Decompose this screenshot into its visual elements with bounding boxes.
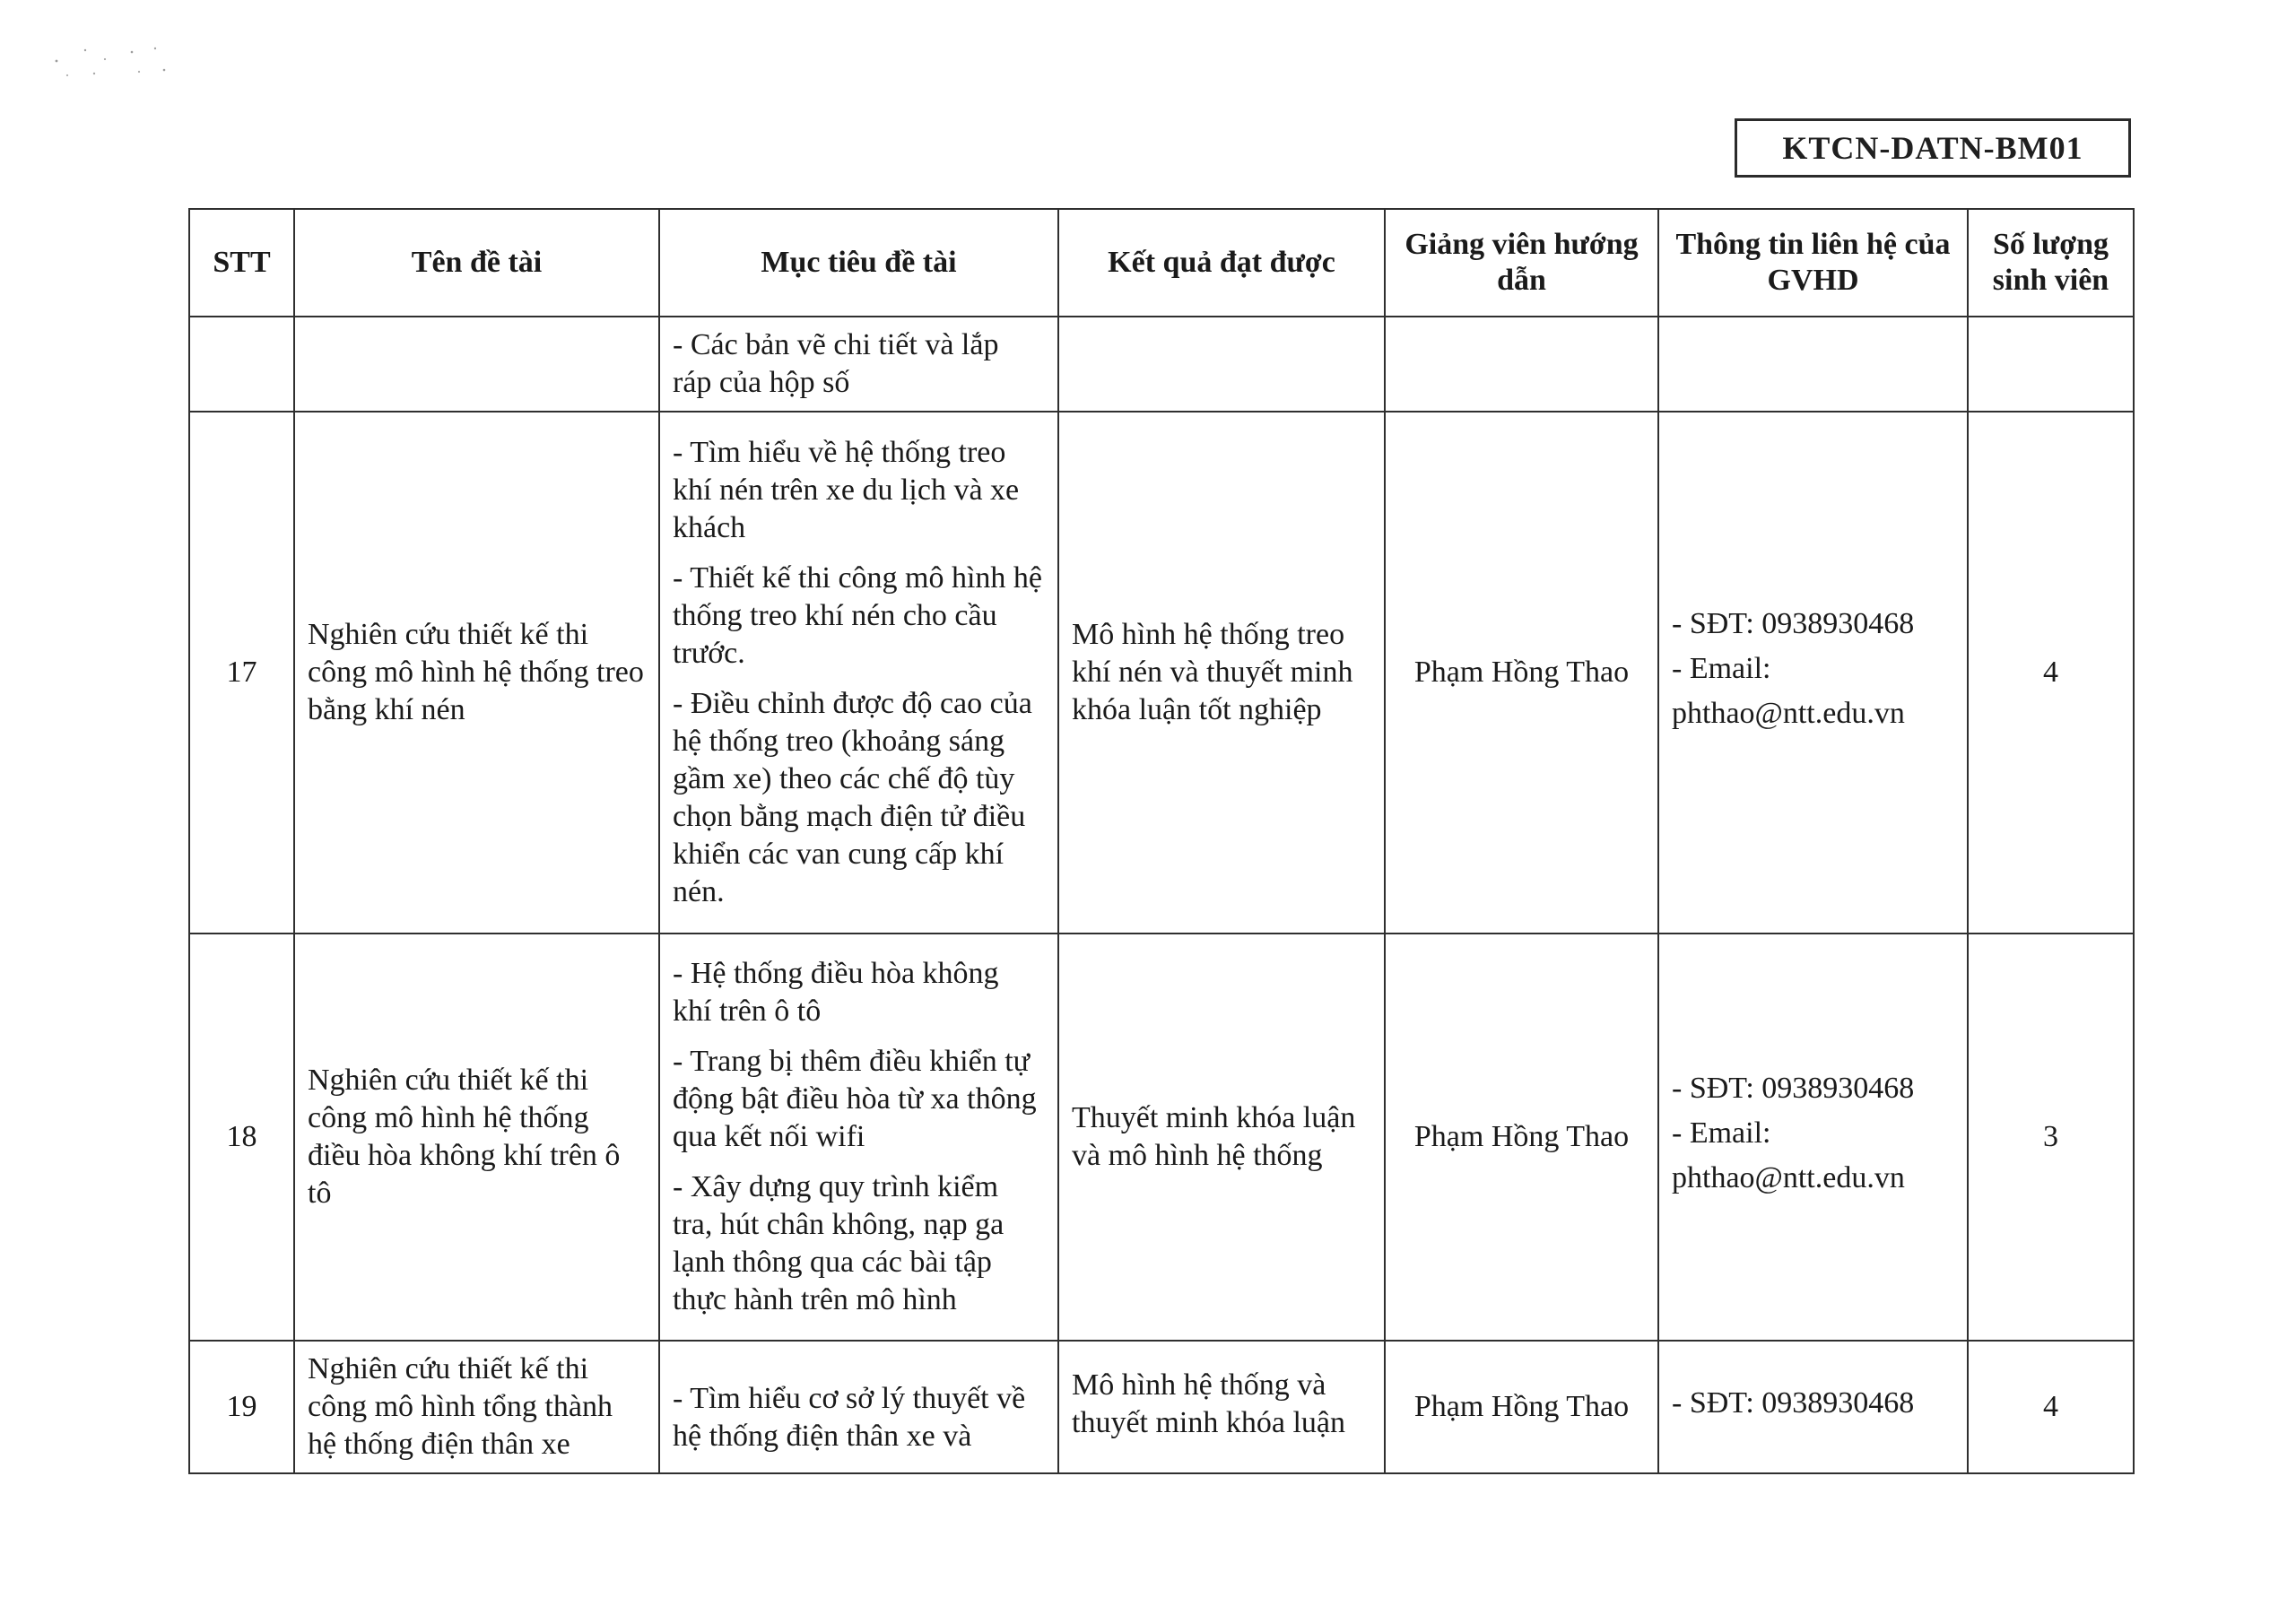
contact-email-label: - Email:	[1672, 652, 1771, 685]
cell-topic: Nghiên cứu thiết kế thi công mô hình hệ thống treo bằng khí nén	[294, 412, 659, 934]
table-row	[189, 412, 2134, 934]
objective-item: - Tìm hiểu cơ sở lý thuyết về hệ thống điện thân xe và	[673, 1382, 1026, 1453]
cell-contact	[1658, 934, 1968, 1341]
cell-objectives	[659, 412, 1058, 934]
cell-student-count: 3	[1968, 934, 2134, 1341]
cell-topic: Nghiên cứu thiết kế thi công mô hình hệ thống điều hòa không khí trên ô tô	[294, 934, 659, 1341]
cell-stt	[189, 317, 294, 412]
column-header-objectives: Mục tiêu đề tài	[659, 209, 1058, 317]
cell-results	[1058, 317, 1385, 412]
column-header-stt: STT	[189, 209, 294, 317]
cell-advisor: Phạm Hồng Thao	[1385, 934, 1658, 1341]
cell-objectives	[659, 1341, 1058, 1473]
objective-item: - Tìm hiểu về hệ thống treo khí nén trên xe du lịch và xe khách	[673, 436, 1020, 544]
table-header-row	[189, 209, 2134, 317]
cell-stt: 19	[189, 1341, 294, 1473]
cell-results: Thuyết minh khóa luận và mô hình hệ thống	[1058, 934, 1385, 1341]
contact-phone: - SĐT: 0938930468	[1672, 1072, 1915, 1105]
cell-advisor: Phạm Hồng Thao	[1385, 1341, 1658, 1473]
table-row	[189, 934, 2134, 1341]
column-header-topic: Tên đề tài	[294, 209, 659, 317]
table-row	[189, 1341, 2134, 1473]
scan-specks	[49, 43, 175, 83]
cell-contact	[1658, 317, 1968, 412]
column-header-advisor: Giảng viên hướng dẫn	[1385, 209, 1658, 317]
contact-email-label: - Email:	[1672, 1116, 1771, 1150]
contact-phone: - SĐT: 0938930468	[1672, 607, 1915, 640]
column-header-contact: Thông tin liên hệ của GVHD	[1658, 209, 1968, 317]
cell-objectives	[659, 934, 1058, 1341]
cell-contact	[1658, 412, 1968, 934]
cell-student-count: 4	[1968, 1341, 2134, 1473]
objective-item: - Điều chỉnh được độ cao của hệ thống treo (khoảng sáng gầm xe) theo các chế độ tùy chọn bằng mạch điện tử điều khiển các van cung cấp khí nén.	[673, 687, 1032, 908]
cell-stt: 18	[189, 934, 294, 1341]
document-code: KTCN-DATN-BM01	[1735, 118, 2131, 178]
contact-email: phthao@ntt.edu.vn	[1672, 1161, 1905, 1194]
objective-item: - Thiết kế thi công mô hình hệ thống treo khí nén cho cầu trước.	[673, 561, 1043, 670]
cell-stt: 17	[189, 412, 294, 934]
cell-student-count	[1968, 317, 2134, 412]
contact-phone: - SĐT: 0938930468	[1672, 1386, 1915, 1420]
cell-objectives	[659, 317, 1058, 412]
cell-student-count: 4	[1968, 412, 2134, 934]
objective-item: - Trang bị thêm điều khiển tự động bật điều hòa từ xa thông qua kết nối wifi	[673, 1045, 1037, 1153]
cell-results: Mô hình hệ thống và thuyết minh khóa luận	[1058, 1341, 1385, 1473]
cell-advisor	[1385, 317, 1658, 412]
objective-item: - Xây dựng quy trình kiểm tra, hút chân không, nạp ga lạnh thông qua các bài tập thực hành trên mô hình	[673, 1170, 1004, 1316]
cell-results: Mô hình hệ thống treo khí nén và thuyết minh khóa luận tốt nghiệp	[1058, 412, 1385, 934]
cell-topic: Nghiên cứu thiết kế thi công mô hình tổng thành hệ thống điện thân xe	[294, 1341, 659, 1473]
column-header-student-count: Số lượng sinh viên	[1968, 209, 2134, 317]
objective-item: - Các bản vẽ chi tiết và lắp ráp của hộp số	[673, 328, 999, 399]
cell-advisor: Phạm Hồng Thao	[1385, 412, 1658, 934]
contact-email: phthao@ntt.edu.vn	[1672, 697, 1905, 730]
table-row-continuation	[189, 317, 2134, 412]
column-header-results: Kết quả đạt được	[1058, 209, 1385, 317]
cell-topic	[294, 317, 659, 412]
objective-item: - Hệ thống điều hòa không khí trên ô tô	[673, 957, 999, 1028]
thesis-topics-table	[188, 208, 2135, 1474]
cell-contact	[1658, 1341, 1968, 1473]
